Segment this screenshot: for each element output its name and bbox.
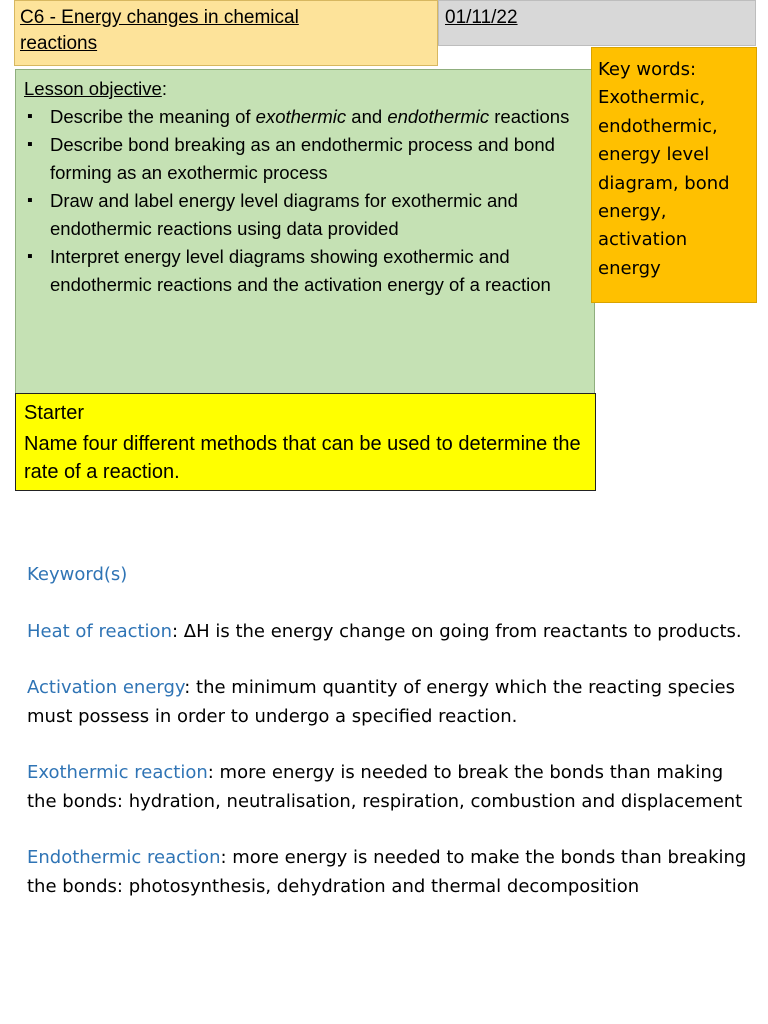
objective-emphasis: endothermic xyxy=(387,106,490,127)
lesson-date xyxy=(438,0,756,46)
objective-text: and xyxy=(346,106,388,127)
definition-text: : more energy is needed to break the bonds than making the bonds: hydration, neutralisation, respiration, combustion and displacement xyxy=(27,762,743,812)
starter-heading: Starter xyxy=(24,402,85,424)
objective-heading: Lesson objective xyxy=(24,78,162,99)
objective-text: Draw and label energy level diagrams for exothermic and endothermic reactions using data provided xyxy=(50,190,518,239)
key-words-line: energy xyxy=(598,257,661,279)
objective-list xyxy=(24,103,586,299)
bullet-icon: ▪ xyxy=(27,108,33,125)
lesson-objective-box xyxy=(15,69,595,395)
key-words-line: endothermic, xyxy=(598,115,718,137)
key-words-line: energy level xyxy=(598,144,710,166)
objective-heading-row xyxy=(24,75,586,103)
objective-text: Describe the meaning of xyxy=(50,106,256,127)
bullet-icon: ▪ xyxy=(27,192,33,209)
bullet-icon: ▪ xyxy=(27,136,33,153)
objective-text: reactions xyxy=(489,106,570,127)
definition-text: : ΔH is the energy change on going from reactants to products. xyxy=(171,620,742,642)
key-words-line: energy, xyxy=(598,201,667,223)
lesson-title xyxy=(14,0,438,66)
definition-entry xyxy=(27,618,747,647)
keywords-definitions xyxy=(27,561,747,929)
objective-text: Describe bond breaking as an endothermic process and bond forming as an exothermic process xyxy=(50,134,555,183)
objective-text: Interpret energy level diagrams showing exothermic and endothermic reactions and the activation energy of a reaction xyxy=(50,246,551,295)
key-words-line: Key words: xyxy=(598,59,697,80)
definition-term: Exothermic reaction xyxy=(27,762,208,783)
objective-item xyxy=(24,187,586,243)
title-line-1: C6 - Energy changes in chemical xyxy=(20,7,299,28)
objective-item xyxy=(24,131,586,187)
definition-term: Activation energy xyxy=(27,677,185,698)
key-words-line: diagram, bond xyxy=(598,172,730,194)
starter-question: Name four different methods that can be used to determine the rate of a reaction. xyxy=(24,433,581,483)
key-words-line: activation xyxy=(598,229,688,251)
bullet-icon: ▪ xyxy=(27,248,33,265)
definition-entry xyxy=(27,674,747,731)
key-words-box xyxy=(591,47,757,303)
definition-text: : the minimum quantity of energy which the reacting species must possess in order to undergo a specified reaction. xyxy=(27,677,735,727)
definition-entry xyxy=(27,844,747,901)
title-line-2: reactions xyxy=(20,33,98,54)
definition-entry xyxy=(27,759,747,816)
starter-box xyxy=(15,393,596,491)
objective-heading-colon: : xyxy=(161,78,167,99)
keywords-heading: Keyword(s) xyxy=(27,564,128,585)
objective-emphasis: exothermic xyxy=(255,106,347,127)
definition-term: Heat of reaction xyxy=(27,620,172,642)
definition-term: Endothermic reaction xyxy=(27,847,221,868)
objective-item xyxy=(24,243,586,299)
date-text: 01/11/22 xyxy=(445,7,518,28)
key-words-line: Exothermic, xyxy=(598,87,706,109)
objective-item xyxy=(24,103,586,131)
definition-text: : more energy is needed to make the bonds than breaking the bonds: photosynthesis, dehydration and thermal decomposition xyxy=(27,847,747,897)
